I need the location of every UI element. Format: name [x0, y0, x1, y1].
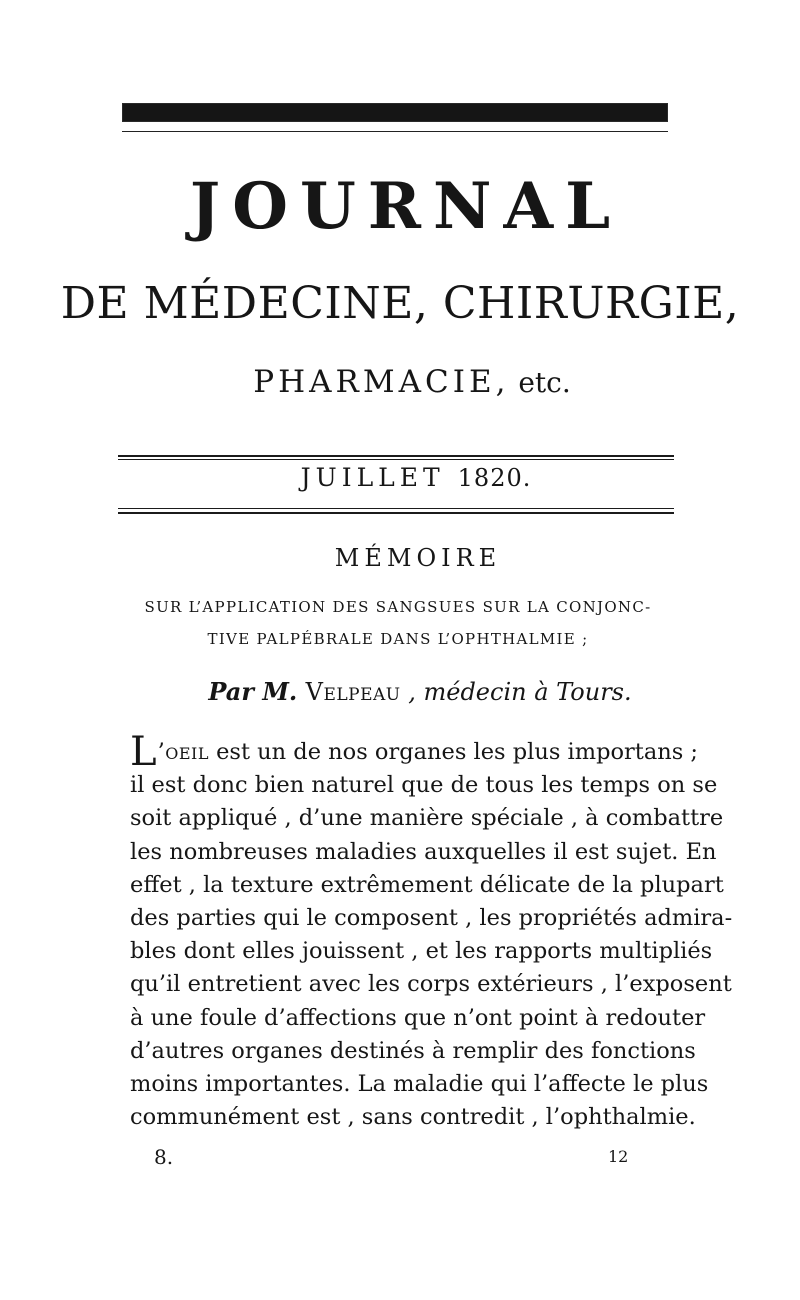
issue-month: JUILLET: [300, 463, 458, 492]
article-heading: MÉMOIRE: [334, 544, 502, 572]
article-subject-line-2: TIVE PALPÉBRALE DANS L’OPHTHALMIE ;: [207, 630, 589, 648]
body-line: d’autres organes destinés à remplir des fonctions: [130, 1037, 696, 1064]
issue-date: [0, 462, 800, 494]
drop-cap: L: [130, 729, 157, 775]
body-line: qu’il entretient avec les corps extérieurs , l’exposent: [130, 971, 732, 998]
body-line: effet , la texture extrêmement délicate de la plupart: [130, 871, 724, 898]
date-bottom-rule-thin: [118, 508, 674, 509]
body-line: des parties qui le composent , les propriétés admira-: [130, 904, 733, 931]
journal-subtitle: DE MÉDECINE, CHIRURGIE,: [60, 278, 740, 329]
article-subject-line-1: SUR L’APPLICATION DES SANGSUES SUR LA CONJONC-: [144, 598, 652, 616]
header-rule: [122, 131, 668, 132]
subtitle-pharmacie: PHARMACIE,: [253, 364, 510, 400]
date-top-rule: [118, 455, 674, 457]
body-line: communément est , sans contredit , l’ophthalmie.: [130, 1104, 696, 1131]
subtitle-etc: etc.: [509, 366, 571, 399]
signature-mark: 8.: [154, 1145, 174, 1169]
body-line: il est donc bien naturel que de tous les temps on se: [130, 772, 718, 799]
sheet-number: 12: [608, 1147, 629, 1166]
byline-location: , médecin à Tours.: [400, 678, 632, 706]
journal-subtitle-line2: [0, 362, 800, 403]
body-line: L’oeil est un de nos organes les plus importans ;: [130, 729, 699, 775]
byline-par: Par M.: [208, 677, 306, 706]
byline-author: Velpeau: [305, 678, 401, 706]
date-top-rule-thin: [118, 459, 674, 460]
header-ornament-band: [122, 103, 668, 122]
body-line: les nombreuses maladies auxquelles il est sujet. En: [130, 838, 717, 865]
body-line: à une foule d’affections que n’ont point à redouter: [130, 1004, 706, 1031]
body-line: bles dont elles jouissent , et les rapports multipliés: [130, 938, 713, 965]
date-bottom-rule: [118, 512, 674, 514]
first-word: ’oeil: [157, 739, 209, 765]
article-body: [130, 729, 733, 1134]
journal-title: JOURNAL: [189, 169, 623, 244]
body-line: soit appliqué , d’une manière spéciale , à combattre: [130, 805, 724, 832]
body-line: moins importantes. La maladie qui l’affecte le plus: [130, 1070, 709, 1097]
issue-year: 1820.: [457, 464, 532, 492]
article-byline: [0, 676, 800, 708]
